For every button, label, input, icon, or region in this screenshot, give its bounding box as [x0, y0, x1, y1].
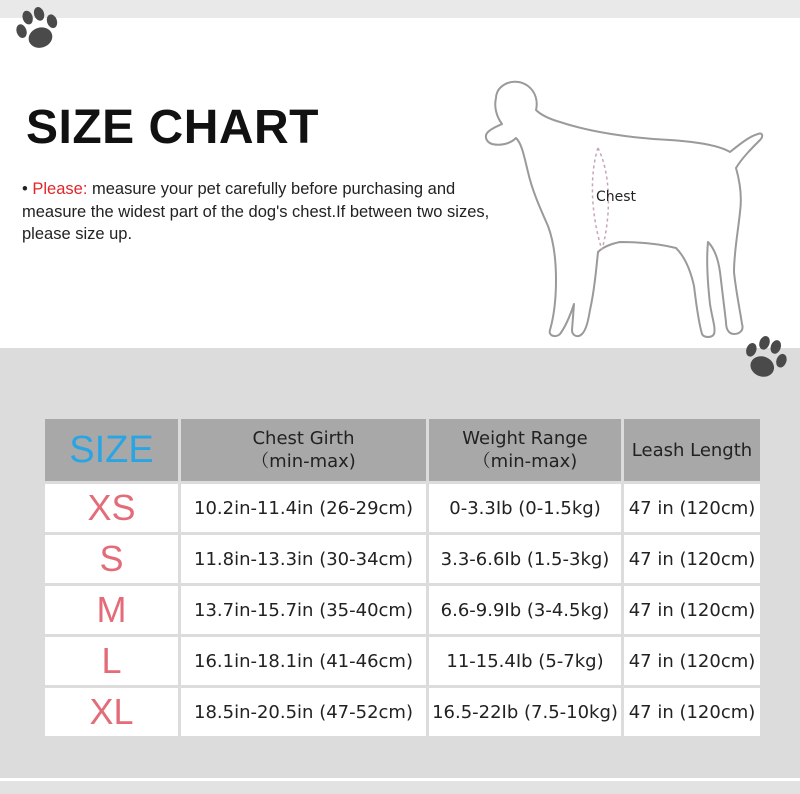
leash-length-value: 47 in (120cm) [624, 535, 760, 583]
measurement-instructions [22, 178, 492, 246]
weight-range-column-header: Weight Range （min-max) [429, 419, 621, 481]
table-row [45, 586, 760, 634]
table-row [45, 535, 760, 583]
weight-range-value: 6.6-9.9Ib (3-4.5kg) [429, 586, 621, 634]
leash-length-value: 47 in (120cm) [624, 484, 760, 532]
instruction-highlight: Please: [32, 180, 88, 198]
dog-outline-diagram [470, 72, 790, 350]
table-row [45, 688, 760, 736]
size-label: M [45, 586, 178, 634]
leash-length-value: 47 in (120cm) [624, 637, 760, 685]
bullet: • [22, 180, 28, 198]
chest-girth-value: 16.1in-18.1in (41-46cm) [181, 637, 426, 685]
paw-print-icon [10, 2, 66, 58]
chest-label: Chest [596, 189, 637, 205]
chest-girth-value: 18.5in-20.5in (47-52cm) [181, 688, 426, 736]
size-column-header: SIZE [45, 419, 178, 481]
size-label: L [45, 637, 178, 685]
instruction-text: measure your pet carefully before purchasing and measure the widest part of the dog's chest.If between two sizes, please size up. [22, 180, 490, 243]
size-label: S [45, 535, 178, 583]
leash-length-value: 47 in (120cm) [624, 586, 760, 634]
chest-girth-value: 11.8in-13.3in (30-34cm) [181, 535, 426, 583]
top-band [0, 0, 800, 18]
size-table [42, 416, 763, 739]
page-title: SIZE CHART [26, 101, 319, 154]
weight-range-value: 16.5-22Ib (7.5-10kg) [429, 688, 621, 736]
weight-range-value: 3.3-6.6Ib (1.5-3kg) [429, 535, 621, 583]
chest-girth-value: 13.7in-15.7in (35-40cm) [181, 586, 426, 634]
chest-girth-value: 10.2in-11.4in (26-29cm) [181, 484, 426, 532]
weight-range-value: 0-3.3Ib (0-1.5kg) [429, 484, 621, 532]
leash-length-value: 47 in (120cm) [624, 688, 760, 736]
table-row [45, 637, 760, 685]
size-label: XS [45, 484, 178, 532]
table-row [45, 484, 760, 532]
table-header-row [45, 419, 760, 481]
weight-range-value: 11-15.4Ib (5-7kg) [429, 637, 621, 685]
bottom-band [0, 781, 800, 794]
leash-length-column-header: Leash Length [624, 419, 760, 481]
dog-outline [486, 82, 762, 337]
chest-girth-column-header: Chest Girth （min-max) [181, 419, 426, 481]
size-label: XL [45, 688, 178, 736]
